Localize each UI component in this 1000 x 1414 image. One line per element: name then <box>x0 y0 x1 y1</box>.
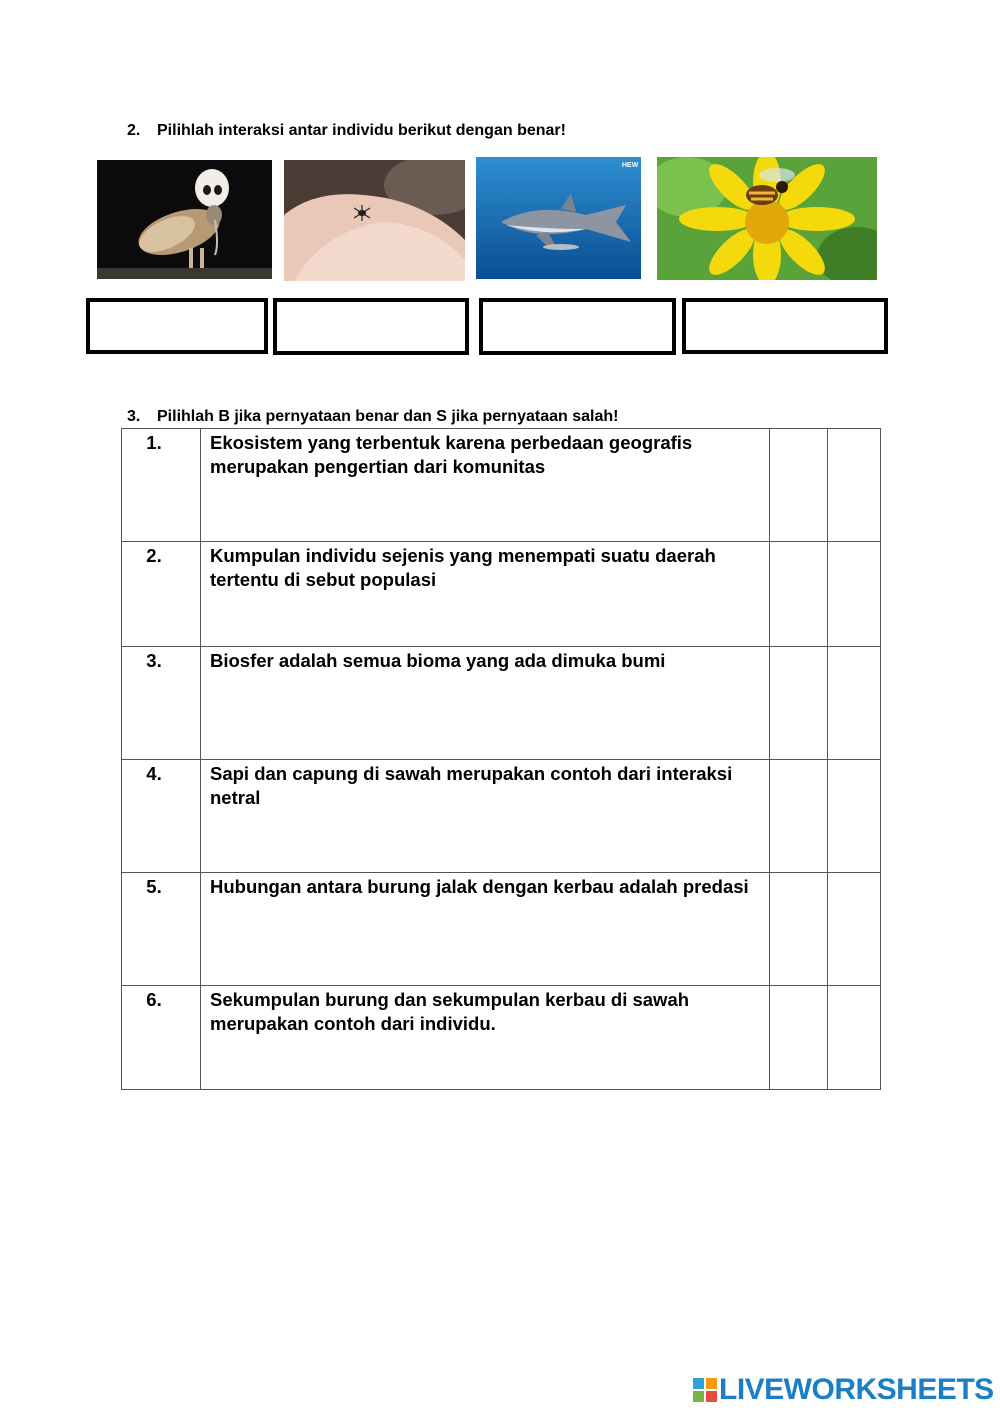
answer-b-cell[interactable] <box>770 986 828 1090</box>
liveworksheets-mark-icon <box>693 1378 717 1402</box>
svg-text:HEW: HEW <box>622 162 639 169</box>
row-statement: Kumpulan individu sejenis yang menempati suatu daerah tertentu di sebut populasi <box>201 542 770 647</box>
table-row <box>122 986 881 1090</box>
question-3-number: 3. <box>127 408 141 425</box>
answer-box-4[interactable] <box>682 298 888 354</box>
answer-box-2[interactable] <box>273 298 469 355</box>
row-statement: Hubungan antara burung jalak dengan kerbau adalah predasi <box>201 873 770 986</box>
answer-s-cell[interactable] <box>828 647 881 760</box>
row-number: 6. <box>122 986 201 1090</box>
table-row <box>122 760 881 873</box>
answer-b-cell[interactable] <box>770 429 828 542</box>
liveworksheets-brand-text: LIVEWORKSHEETS <box>719 1373 994 1406</box>
row-number: 2. <box>122 542 201 647</box>
row-number: 3. <box>122 647 201 760</box>
mosquito-hand-image <box>284 160 465 281</box>
row-statement: Biosfer adalah semua bioma yang ada dimuka bumi <box>201 647 770 760</box>
bee-flower-image <box>657 157 877 280</box>
shark-image <box>476 157 641 279</box>
question-3-title <box>127 408 619 426</box>
question-3-text: Pilihlah B jika pernyataan benar dan S jika pernyataan salah! <box>157 408 619 425</box>
row-statement: Sekumpulan burung dan sekumpulan kerbau di sawah merupakan contoh dari individu. <box>201 986 770 1090</box>
row-number: 5. <box>122 873 201 986</box>
row-statement: Sapi dan capung di sawah merupakan contoh dari interaksi netral <box>201 760 770 873</box>
table-row <box>122 873 881 986</box>
question-2-number: 2. <box>127 122 141 139</box>
table-row <box>122 647 881 760</box>
row-number: 4. <box>122 760 201 873</box>
answer-b-cell[interactable] <box>770 760 828 873</box>
table-row <box>122 429 881 542</box>
answer-box-3[interactable] <box>479 298 676 355</box>
answer-s-cell[interactable] <box>828 542 881 647</box>
answer-s-cell[interactable] <box>828 986 881 1090</box>
answer-b-cell[interactable] <box>770 647 828 760</box>
row-statement: Ekosistem yang terbentuk karena perbedaan geografis merupakan pengertian dari komunitas <box>201 429 770 542</box>
owl-image <box>97 160 272 279</box>
table-row <box>122 542 881 647</box>
answer-b-cell[interactable] <box>770 542 828 647</box>
row-number: 1. <box>122 429 201 542</box>
answer-s-cell[interactable] <box>828 760 881 873</box>
liveworksheets-logo <box>693 1374 994 1406</box>
answer-b-cell[interactable] <box>770 873 828 986</box>
answer-s-cell[interactable] <box>828 873 881 986</box>
answer-s-cell[interactable] <box>828 429 881 542</box>
true-false-table <box>121 428 881 1090</box>
answer-box-1[interactable] <box>86 298 268 354</box>
question-2-text: Pilihlah interaksi antar individu berikut dengan benar! <box>157 122 566 139</box>
question-2-title <box>127 122 566 140</box>
